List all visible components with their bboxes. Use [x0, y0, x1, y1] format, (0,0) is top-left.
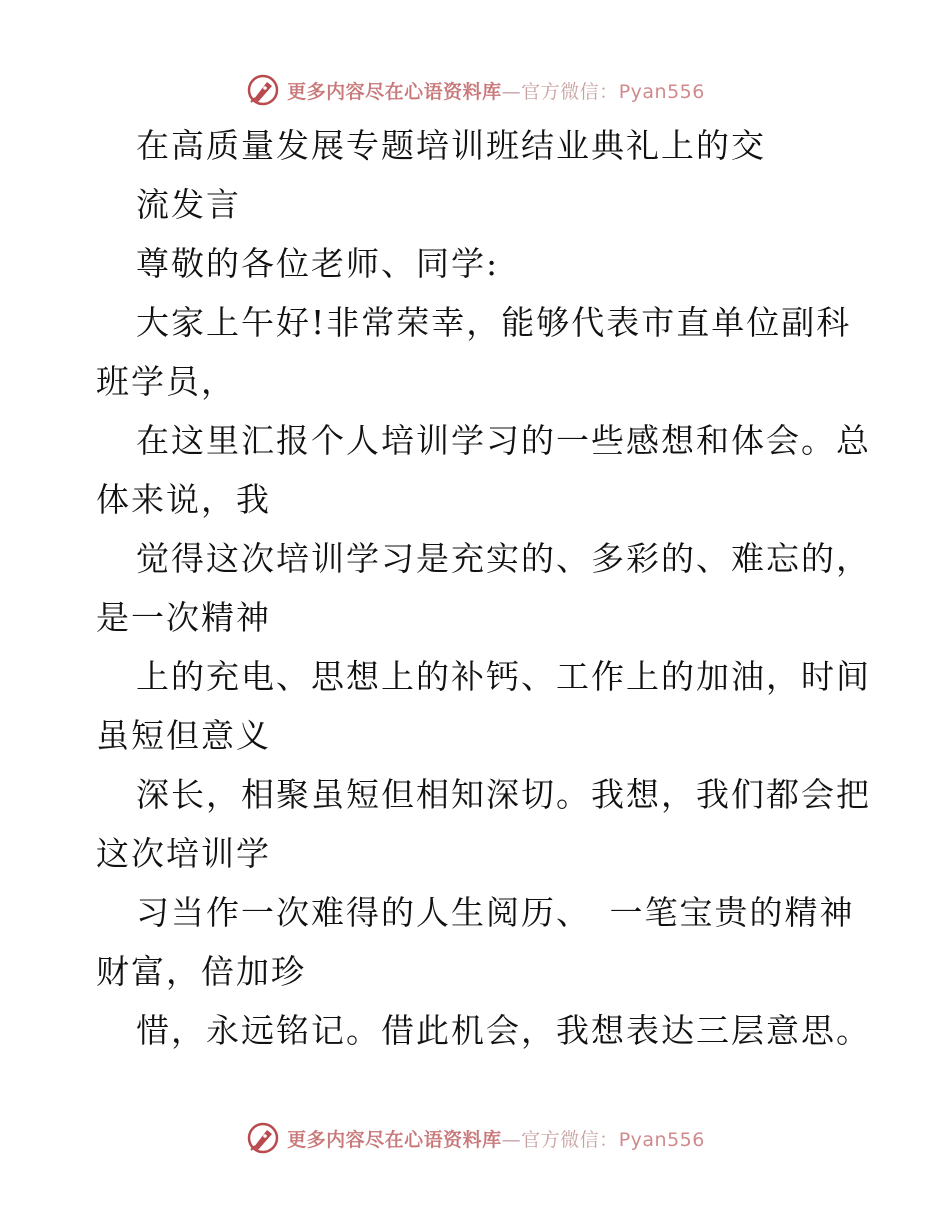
text-line: 体来说，我 — [96, 480, 271, 519]
document-body — [96, 116, 871, 1060]
watermark-wechat-label: 官方微信： — [521, 1128, 619, 1151]
text-line: 习当作一次难得的人生阅历、 一笔宝贵的精神 — [136, 893, 855, 932]
watermark-group — [245, 1120, 705, 1156]
text-line: 上的充电、思想上的补钙、工作上的加油，时间 — [136, 657, 871, 696]
watermark-text — [287, 1125, 705, 1152]
text-line: 在高质量发展专题培训班结业典礼上的交 — [136, 126, 766, 165]
pen-nib-circle-logo-icon — [245, 1120, 281, 1156]
watermark-main: 更多内容尽在心语资料库 — [287, 80, 502, 103]
watermark-banner-top — [0, 70, 950, 110]
pen-nib-circle-logo-icon — [245, 72, 281, 108]
text-line: 深长，相聚虽短但相知深切。我想，我们都会把 — [136, 775, 871, 814]
watermark-wechat-label: 官方微信： — [521, 80, 619, 103]
text-line: 觉得这次培训学习是充实的、多彩的、难忘的， — [136, 539, 871, 578]
text-line: 虽短但意义 — [96, 716, 271, 755]
text-line: 财富，倍加珍 — [96, 952, 306, 991]
text-line: 班学员， — [96, 362, 236, 401]
text-line: 这次培训学 — [96, 834, 271, 873]
text-line: 惜，永远铭记。借此机会，我想表达三层意思。 — [136, 1011, 871, 1050]
watermark-banner-bottom — [0, 1118, 950, 1158]
watermark-wechat-id: Pyan556 — [618, 1128, 705, 1151]
text-line: 大家上午好!非常荣幸，能够代表市直单位副科 — [136, 303, 852, 342]
text-line: 在这里汇报个人培训学习的一些感想和体会。总 — [136, 421, 871, 460]
watermark-separator: — — [501, 80, 522, 103]
watermark-wechat-id: Pyan556 — [618, 80, 705, 103]
text-line: 尊敬的各位老师、同学: — [136, 244, 500, 283]
watermark-text — [287, 77, 705, 104]
text-line: 是一次精神 — [96, 598, 271, 637]
text-line: 流发言 — [136, 185, 241, 224]
watermark-separator: — — [501, 1128, 522, 1151]
watermark-group — [245, 72, 705, 108]
watermark-main: 更多内容尽在心语资料库 — [287, 1128, 502, 1151]
